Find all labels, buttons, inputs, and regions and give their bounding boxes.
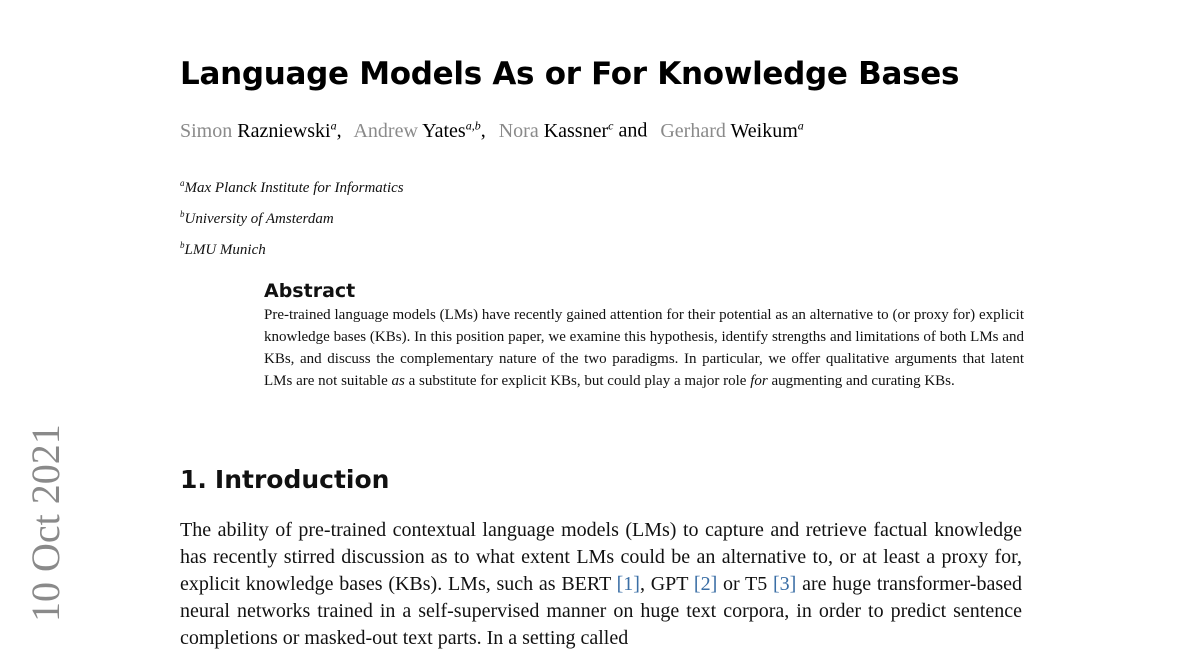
introduction-paragraph: The ability of pre-trained contextual language models (LMs) to capture and retrieve factual knowledge has recently stirred discussion as to what extent LMs could be an alternative to, or at least a proxy for, explicit knowledge bases (KBs). LMs, such as BERT [1], GPT [2] or T5 [3] are huge transformer-based neural networks trained in a self-supervised manner on huge text corpora, in order to predict sentence completions or masked-out text parts. In a setting called — [180, 519, 1022, 649]
citation-link[interactable]: [3] — [773, 573, 797, 595]
section-heading-introduction: 1. Introduction — [180, 465, 390, 494]
author: Simon Razniewski$^a$ — [180, 118, 337, 142]
arxiv-date-stamp: 10 Oct 2021 — [23, 424, 68, 622]
abstract-heading: Abstract — [264, 280, 356, 302]
paper-title: Language Models As or For Knowledge Bases — [180, 56, 960, 92]
author: Andrew Yates$^{a,b}$ — [353, 118, 481, 142]
author-list: Simon Razniewski$^a$, Andrew Yates$^{a,b}$, Nora Kassner$^c$ and Gerhard Weikum$^a$ — [180, 118, 804, 142]
author: Nora Kassner$^c$ — [498, 118, 614, 142]
abstract-block — [264, 280, 1024, 392]
citation-link[interactable]: [2] — [693, 573, 718, 595]
authors-conjunction: and — [618, 119, 648, 142]
author: Gerhard Weikum$^a$ — [660, 118, 804, 142]
affiliation: $^b$LMU Munich — [180, 240, 266, 258]
affiliation: $^a$Max Planck Institute for Informatics — [180, 178, 404, 196]
abstract-text: Pre-trained language models (LMs) have recently gained attention for their potential as an alternative to (or proxy for) explicit knowledge bases (KBs). In this position paper, we examine this hypothesis, identify strengths and limitations of both LMs and KBs, and discuss the complementary nature of the two paradigms. In particular, we offer qualitative arguments that latent LMs are not suitable as a substitute for explicit KBs, but could play a major role for augmenting and curating KBs. — [264, 307, 1024, 389]
affiliation-list — [180, 170, 404, 263]
citation-link[interactable]: [1] — [616, 573, 640, 595]
affiliation: $^b$University of Amsterdam — [180, 209, 334, 227]
